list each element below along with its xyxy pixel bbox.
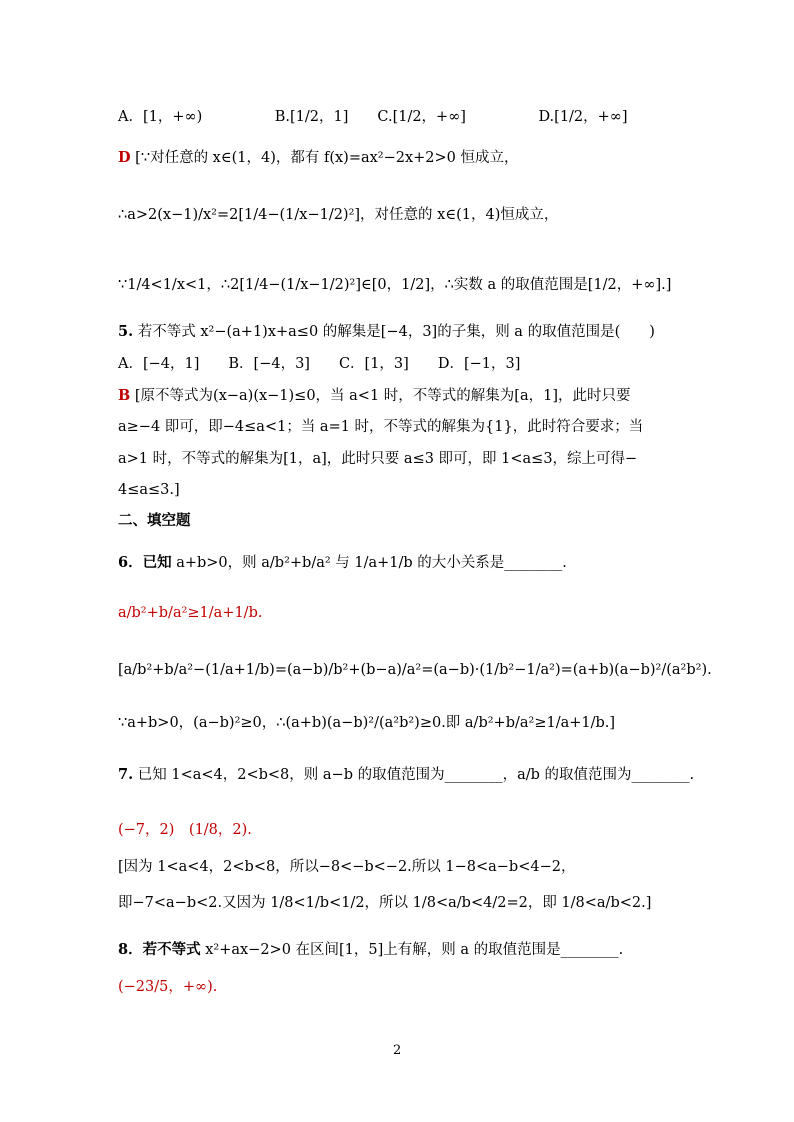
text-line: (−7，2) (1/8，2). bbox=[118, 822, 252, 838]
text-line: B [原不等式为(x−a)(x−1)≤0，当 a<1 时，不等式的解集为[a，1]，此时只要 bbox=[118, 387, 631, 404]
text-line: [因为 1<a<4，2<b<8，所以−8<−b<−2.所以 1−8<a−b<4−2， bbox=[118, 859, 576, 875]
text-line: ∴a>2(x−1)/x²=2[1/4−(1/x−1/2)²]，对任意的 x∈(1，4)恒成立， bbox=[118, 207, 559, 223]
text-line: A．[1，+∞) B.[1/2，1] C.[1/2，+∞] D.[1/2，+∞] bbox=[118, 109, 628, 125]
text-line: (−23/5，+∞). bbox=[118, 979, 218, 995]
text-line: 7. 已知 1<a<4，2<b<8，则 a−b 的取值范围为________，a/b 的取值范围为________. bbox=[118, 766, 695, 783]
text-line: 5. 若不等式 x²−(a+1)x+a≤0 的解集是[−4，3]的子集，则 a 的取值范围是( ) bbox=[118, 323, 655, 340]
text-line: a>1 时，不等式的解集为[1，a]，此时只要 a≤3 即可，即 1<a≤3，综上可得− bbox=[118, 451, 638, 467]
text-line: D [∵对任意的 x∈(1，4)，都有 f(x)=ax²−2x+2>0 恒成立， bbox=[118, 149, 519, 166]
text-line: ∵a+b>0，(a−b)²≥0，∴(a+b)(a−b)²/(a²b²)≥0.即 a/b²+b/a²≥1/a+1/b.] bbox=[118, 715, 616, 731]
text-line: 4≤a≤3.] bbox=[118, 482, 180, 498]
page-number: 2 bbox=[393, 1043, 402, 1058]
text-line: 二、填空题 bbox=[118, 512, 191, 529]
text-line: 6．已知 a+b>0，则 a/b²+b/a² 与 1/a+1/b 的大小关系是________. bbox=[118, 554, 567, 571]
text-line: ∵1/4<1/x<1，∴2[1/4−(1/x−1/2)²]∈[0，1/2]，∴实数 a 的取值范围是[1/2，+∞].] bbox=[118, 277, 672, 293]
text-line: 8．若不等式 x²+ax−2>0 在区间[1，5]上有解，则 a 的取值范围是________. bbox=[118, 941, 624, 958]
text-line: a/b²+b/a²≥1/a+1/b. bbox=[118, 605, 263, 621]
text-line: A．[−4，1] B．[−4，3] C．[1，3] D．[−1，3] bbox=[118, 356, 521, 372]
text-line: [a/b²+b/a²−(1/a+1/b)=(a−b)/b²+(b−a)/a²=(a−b)·(1/b²−1/a²)=(a+b)(a−b)²/(a²b²). bbox=[118, 662, 712, 678]
text-line: 即−7<a−b<2.又因为 1/8<1/b<1/2，所以 1/8<a/b<4/2=2，即 1/8<a/b<2.] bbox=[118, 895, 652, 911]
text-line: a≥−4 即可，即−4≤a<1；当 a=1 时，不等式的解集为{1}，此时符合要求；当 bbox=[118, 419, 644, 435]
